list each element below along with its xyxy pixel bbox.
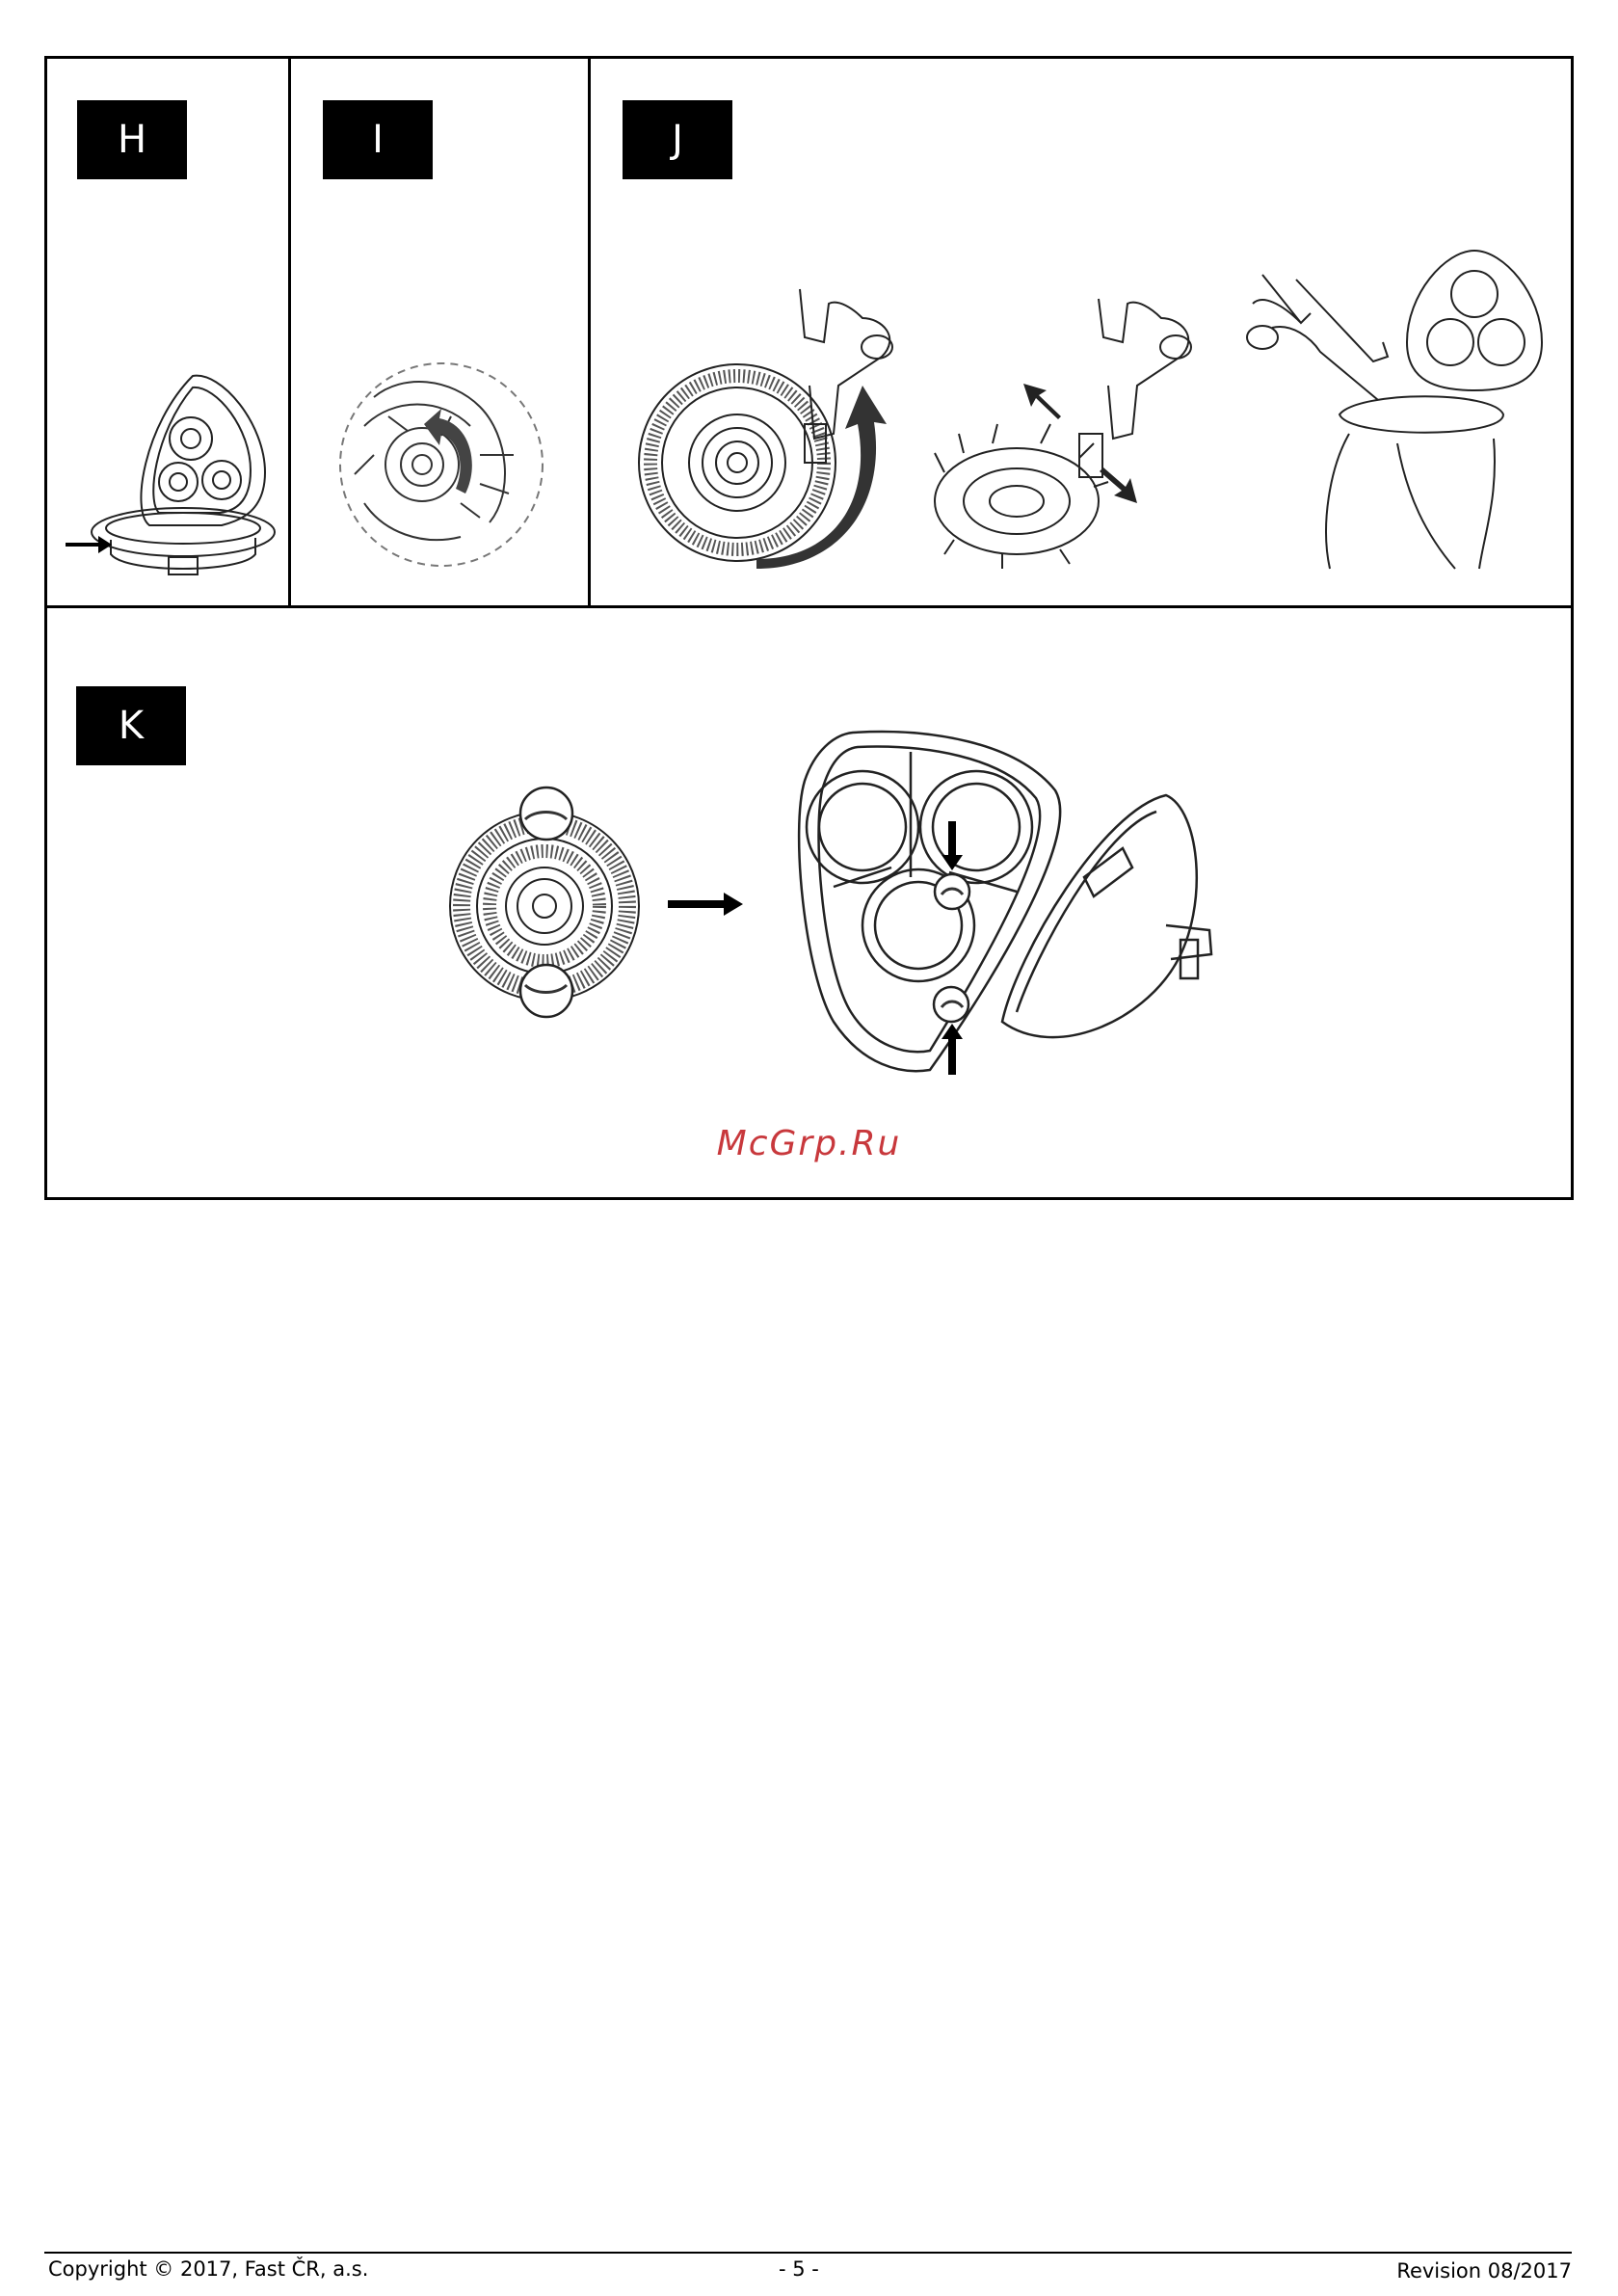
arrow-right-icon	[668, 893, 745, 916]
notch-highlight-center	[935, 874, 969, 909]
panel-label-j: J	[623, 100, 732, 179]
notch-highlight-bottom	[934, 987, 968, 1022]
footer-page-number: - 5 -	[779, 2257, 819, 2281]
panel-label-k: K	[76, 686, 186, 765]
divider-i-j	[588, 56, 591, 607]
cutter-notches-illustration	[443, 786, 646, 1027]
watermark: McGrp.Ru	[716, 1124, 902, 1163]
arrow-down-icon	[942, 821, 963, 870]
arrow-up-left-icon	[1023, 384, 1061, 419]
footer-revision: Revision 08/2017	[1396, 2259, 1572, 2283]
panel-label-h: H	[77, 100, 187, 179]
cleaning-head-illustration	[1243, 246, 1552, 574]
footer-copyright: Copyright © 2017, Fast ČR, a.s.	[48, 2257, 369, 2281]
cutter-unlock-detail-illustration	[335, 359, 547, 571]
cleaning-parts-illustration	[935, 280, 1214, 569]
footer-rule	[44, 2252, 1572, 2254]
shaver-head-open-illustration	[58, 366, 279, 588]
arrow-down-right-icon	[1100, 467, 1137, 503]
panel-label-i: I	[323, 100, 433, 179]
divider-top-bottom	[44, 605, 1574, 608]
divider-h-i	[288, 56, 291, 607]
cleaning-cutter-illustration	[631, 280, 920, 569]
cutter-placement-illustration	[795, 733, 1238, 1080]
arrow-icon	[66, 536, 112, 553]
